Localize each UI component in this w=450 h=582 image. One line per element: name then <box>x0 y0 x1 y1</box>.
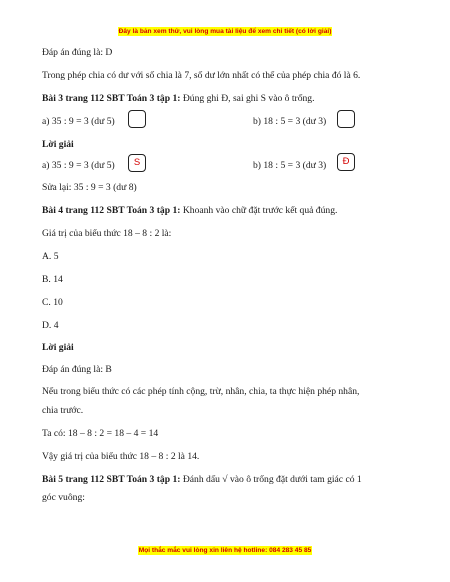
hotline-notice-text: Mọi thắc mắc vui lòng xin liên hệ hotline: 084 283 45 85 <box>138 547 312 554</box>
exercise-4-heading <box>42 205 337 217</box>
exercise-3-item-b: b) 18 : 5 = 3 (dư 3) <box>253 116 327 127</box>
rule-line-continued: chia trước. <box>42 405 84 416</box>
answer-box-a[interactable] <box>128 110 146 128</box>
exercise-5-heading <box>42 474 362 486</box>
solution-box-a: S <box>128 154 146 172</box>
solution-heading <box>42 139 74 151</box>
exercise-3-heading <box>42 93 315 105</box>
solution-box-b: Đ <box>337 153 355 171</box>
explanation-line: Trong phép chia có dư với số chia là 7, số dư lớn nhất có thể của phép chia đó là 6. <box>42 70 361 81</box>
option-b: B. 14 <box>42 274 63 285</box>
exercise-4-instruction: Khoanh vào chữ đặt trước kết quả đúng. <box>180 205 338 216</box>
solution-heading-text: Lời giải <box>42 139 74 150</box>
exercise-3-title: Bài 3 trang 112 SBT Toán 3 tập 1: <box>42 93 181 104</box>
exercise-5-title: Bài 5 trang 112 SBT Toán 3 tập 1: <box>42 474 181 485</box>
exercise-5-instruction-continued: góc vuông: <box>42 492 85 503</box>
answer-line: Đáp án đúng là: B <box>42 364 112 375</box>
option-c: C. 10 <box>42 297 63 308</box>
solution-heading <box>42 342 74 354</box>
exercise-4-question: Giá trị của biểu thức 18 – 8 : 2 là: <box>42 228 172 239</box>
hotline-notice-banner <box>0 547 450 554</box>
preview-notice-text: Đây là bản xem thử, vui lòng mua tài liệu để xem chi tiết (có lời giải) <box>118 28 332 35</box>
exercise-3-item-a: a) 35 : 9 = 3 (dư 5) <box>42 116 115 127</box>
exercise-4-title: Bài 4 trang 112 SBT Toán 3 tập 1: <box>42 205 181 216</box>
solution-3-item-a: a) 35 : 9 = 3 (dư 5) <box>42 160 115 171</box>
option-d: D. 4 <box>42 320 59 331</box>
option-a: A. 5 <box>42 251 59 262</box>
correction-line: Sửa lại: 35 : 9 = 3 (dư 8) <box>42 182 137 193</box>
preview-notice-banner <box>0 28 450 35</box>
solution-heading-text: Lời giải <box>42 342 74 353</box>
conclusion-line: Vậy giá trị của biểu thức 18 – 8 : 2 là 14. <box>42 451 200 462</box>
answer-box-b[interactable] <box>337 110 355 128</box>
calculation-line: Ta có: 18 – 8 : 2 = 18 – 4 = 14 <box>42 428 159 439</box>
rule-line: Nếu trong biểu thức có các phép tính cộng, trừ, nhân, chia, ta thực hiện phép nhân, <box>42 386 360 397</box>
solution-3-item-b: b) 18 : 5 = 3 (dư 3) <box>253 160 327 171</box>
exercise-5-instruction: Đánh dấu √ vào ô trống đặt dưới tam giác có 1 <box>180 474 362 485</box>
exercise-3-instruction: Đúng ghi Đ, sai ghi S vào ô trống. <box>180 93 315 104</box>
answer-line: Đáp án đúng là: D <box>42 47 113 58</box>
